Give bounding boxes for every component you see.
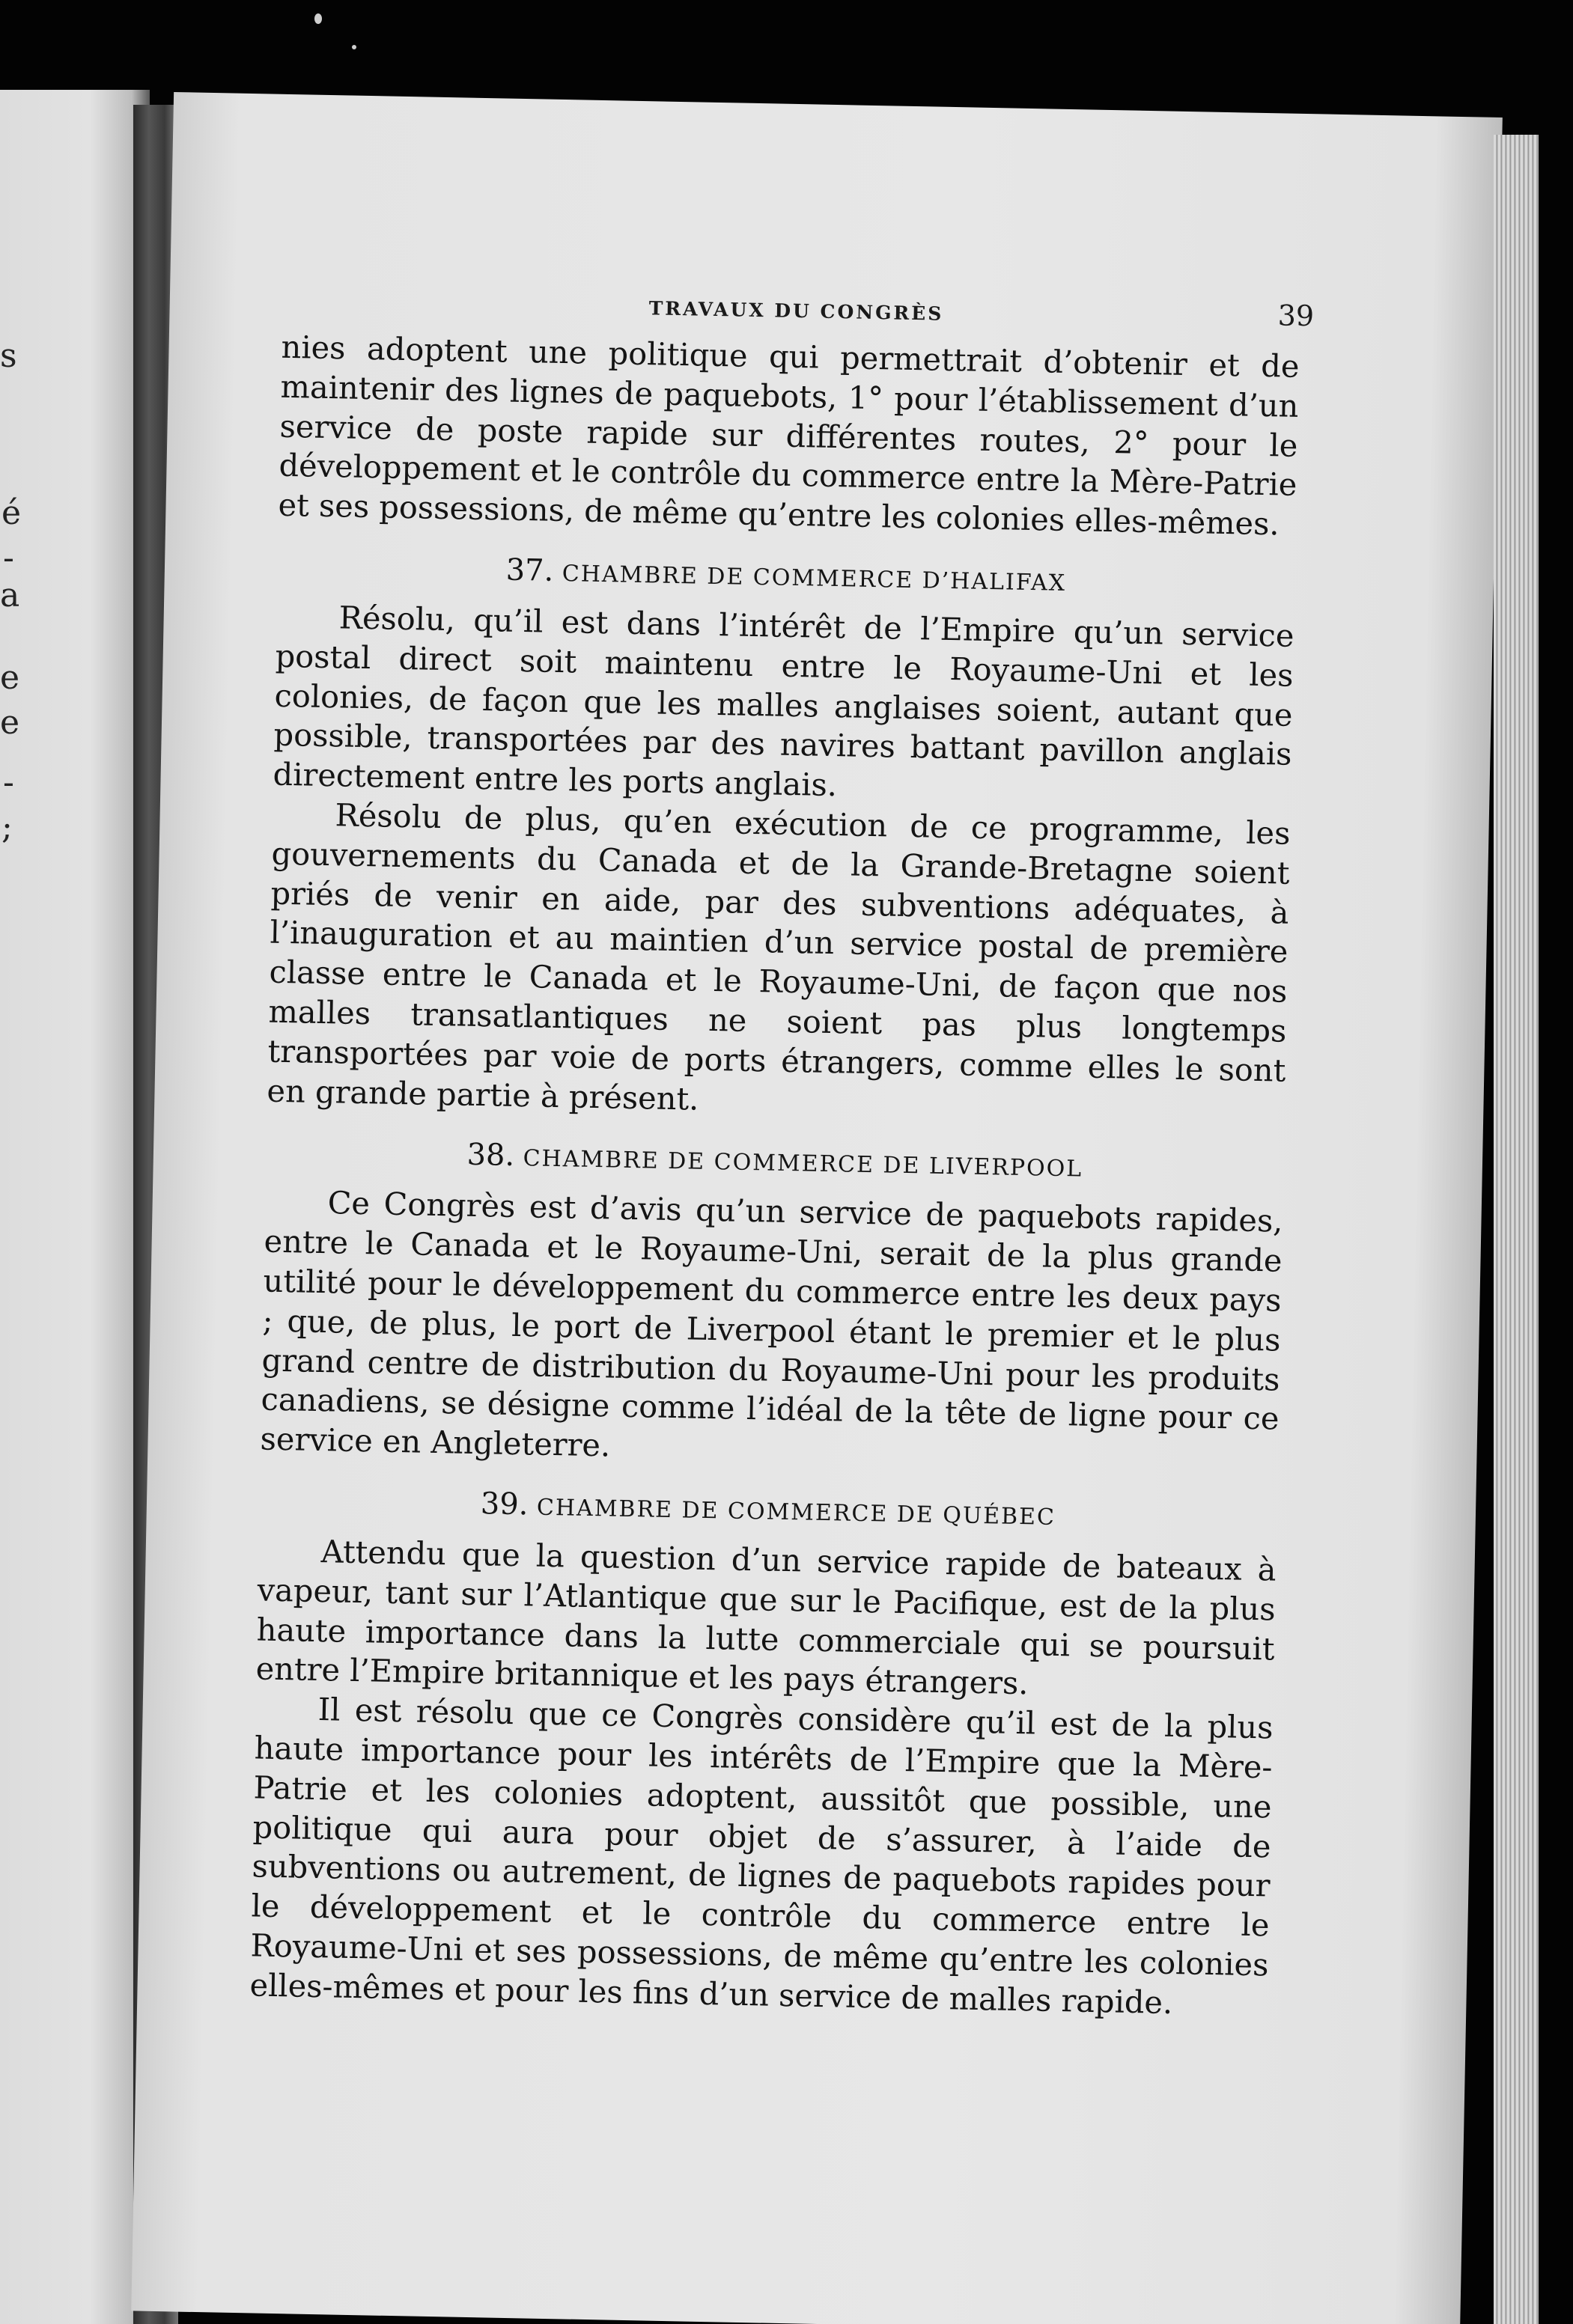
paragraph: Résolu, qu’il est dans l’intérêt de l’Empire qu’un service postal direct soit maintenu entre le Royaume-Uni et les colonies, de façon que les malles anglaises soient, autant que possible, transportées par des navires battant pavillon anglais directement entre les ports anglais.	[273, 599, 1294, 804]
left-page-fragment: -	[3, 763, 14, 802]
scan-speck	[352, 45, 356, 49]
page-body	[249, 328, 1300, 2025]
left-page-fragment: ;	[1, 808, 13, 847]
paragraph-continuation: nies adoptent une politique qui permettrait d’obtenir et de maintenir des lignes de paquebots, 1° pour l’établissement d’un service de poste rapide sur différentes routes, 2° pour le développement et le contrôle du commerce entre la Mère-Patrie et ses possessions, de même qu’entre les colonies elles-mêmes.	[278, 328, 1300, 543]
section-heading-38	[265, 1133, 1284, 1192]
section-heading-39	[259, 1481, 1278, 1540]
section-title: CHAMBRE DE COMMERCE DE QUÉBEC	[536, 1494, 1056, 1531]
section-number: 38.	[466, 1138, 515, 1174]
section-number: 37.	[505, 552, 554, 588]
paragraph: Attendu que la question d’un service rapide de bateaux à vapeur, tant sur l’Atlantique que sur le Pacifique, est de la plus haute importance dans la lutte commerciale qui se poursuit entre l’Empire britannique et les pays étrangers.	[255, 1533, 1277, 1702]
page-number: 39	[1277, 299, 1315, 333]
left-page-fragment: -	[3, 539, 14, 577]
section-title: CHAMBRE DE COMMERCE DE LIVERPOOL	[523, 1145, 1083, 1183]
running-head: TRAVAUX DU CONGRÈS	[648, 297, 944, 325]
left-page-edge	[0, 90, 150, 2324]
section-title: CHAMBRE DE COMMERCE D’HALIFAX	[562, 561, 1067, 597]
page-header	[170, 288, 1499, 333]
scan-speck	[314, 13, 322, 24]
page-stack-edge	[1494, 135, 1539, 2324]
section-heading-37	[277, 548, 1296, 606]
left-page-fragment: a	[0, 576, 20, 614]
book-page	[131, 92, 1503, 2324]
left-page-fragment: e	[0, 704, 20, 742]
paragraph: Résolu de plus, qu’en exécution de ce programme, les gouvernements du Canada et de la Grande-Bretagne soient priés de venir en aide, par des subventions adéquates, à l’inauguration et au maintien d’un service postal de première classe entre le Canada et le Royaume-Uni, de façon que nos malles transatlantiques ne soient pas plus longtemps transportées par voie de ports étrangers, comme elles le sont en grande partie à présent.	[267, 796, 1291, 1117]
section-number: 39.	[480, 1486, 529, 1522]
paragraph: Il est résolu que ce Congrès considère qu’il est de la plus haute importance pour les intérêts de l’Empire que la Mère-Patrie et les colonies adoptent, aussitôt que possible, une politique qui aura pour objet de s’assurer, à l’aide de subventions ou autrement, de lignes de paquebots rapides pour le développement et le contrôle du commerce entre le Royaume-Uni et ses possessions, de même qu’entre les colonies elles-mêmes et pour les fins d’un service de malles rapide.	[249, 1691, 1274, 2021]
left-page-fragment: é	[1, 494, 22, 532]
left-page-fragment: e	[0, 659, 20, 697]
left-page-fragment: s	[0, 337, 17, 375]
paragraph: Ce Congrès est d’avis qu’un service de paquebots rapides, entre le Canada et le Royaume-Uni, serait de la plus grande utilité pour le développement du commerce entre les deux pays ; que, de plus, le port de Liverpool étant le premier et le plus grand centre de distribution du Royaume-Uni pour les produits canadiens, se désigne comme l’idéal de la tête de ligne pour ce service en Angleterre.	[260, 1184, 1283, 1464]
